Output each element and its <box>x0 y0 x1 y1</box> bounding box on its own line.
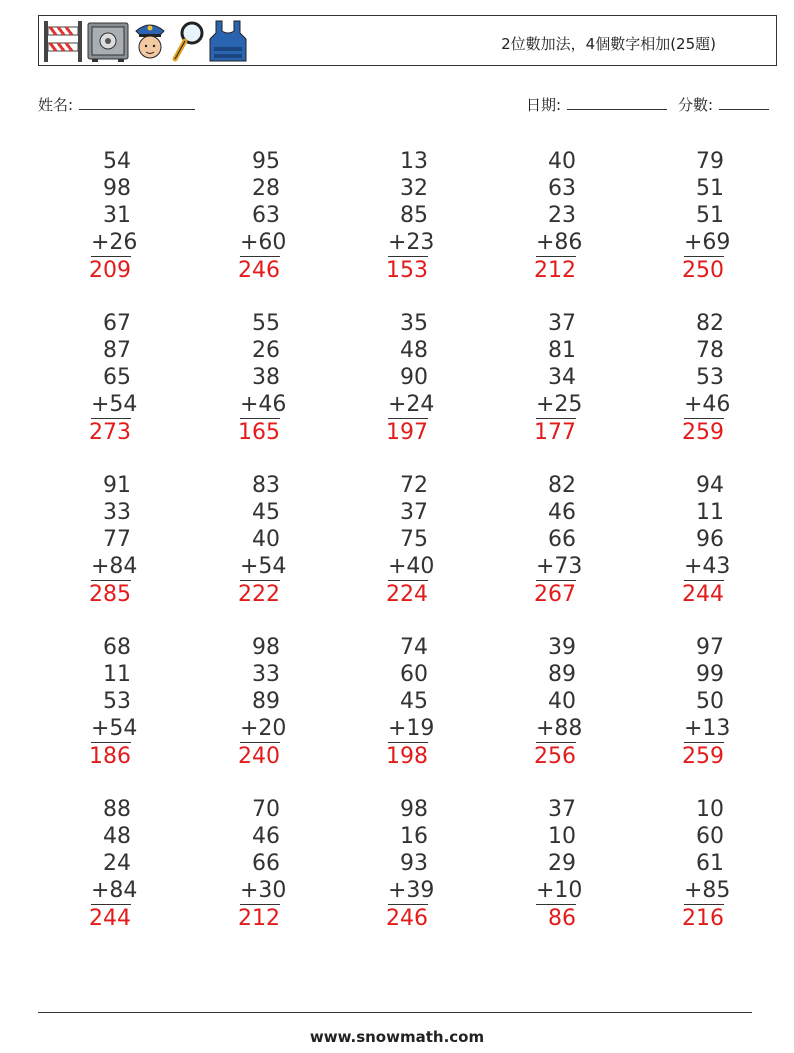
addend: 10 <box>696 797 724 822</box>
addend: 98 <box>103 176 131 201</box>
addend: 99 <box>696 662 724 687</box>
addend: 78 <box>696 338 724 363</box>
problem-card <box>604 634 731 770</box>
problem-card <box>308 472 435 608</box>
date-field[interactable] <box>526 94 667 115</box>
worksheet-title: 2位數加法，4個數字相加(25題) <box>501 35 716 53</box>
addend: 16 <box>400 824 428 849</box>
addend-with-plus: +54 <box>91 392 138 417</box>
answer: 256 <box>534 744 576 769</box>
score-blank[interactable] <box>719 97 769 110</box>
addend: 50 <box>696 689 724 714</box>
problem-card <box>456 148 583 284</box>
answer: 165 <box>238 420 280 445</box>
addend: 77 <box>103 527 131 552</box>
problem-card <box>456 796 583 932</box>
addend: 32 <box>400 176 428 201</box>
footer-site: www.snowmath.com <box>309 1028 485 1046</box>
addend: 13 <box>400 149 428 174</box>
addend: 70 <box>252 797 280 822</box>
addend-with-plus: +86 <box>536 230 583 255</box>
addend-with-plus: +26 <box>91 230 138 255</box>
problem-card <box>11 634 138 770</box>
header-box <box>38 15 777 66</box>
problem-card <box>11 472 138 608</box>
addend: 90 <box>400 365 428 390</box>
name-label: 姓名: <box>38 96 74 114</box>
addend: 34 <box>548 365 576 390</box>
addend: 82 <box>696 311 724 336</box>
addend-with-plus: +54 <box>91 716 138 741</box>
answer: 285 <box>89 582 131 607</box>
answer: 246 <box>238 258 280 283</box>
addend: 46 <box>252 824 280 849</box>
addend: 63 <box>252 203 280 228</box>
addend: 88 <box>103 797 131 822</box>
addend: 51 <box>696 176 724 201</box>
addend-with-plus: +25 <box>536 392 583 417</box>
addend-with-plus: +30 <box>240 878 287 903</box>
answer: 224 <box>386 582 428 607</box>
footer-divider <box>38 1012 752 1013</box>
addend: 60 <box>696 824 724 849</box>
problem-card <box>604 148 731 284</box>
barrier-icon <box>42 19 84 64</box>
addend: 53 <box>103 689 131 714</box>
problem-card <box>11 796 138 932</box>
addend: 83 <box>252 473 280 498</box>
addend: 68 <box>103 635 131 660</box>
date-label: 日期: <box>526 96 562 114</box>
problem-card <box>456 472 583 608</box>
answer: 244 <box>682 582 724 607</box>
addend: 33 <box>252 662 280 687</box>
addend: 37 <box>400 500 428 525</box>
problem-card <box>160 310 287 446</box>
addend: 98 <box>400 797 428 822</box>
addend: 54 <box>103 149 131 174</box>
answer: 250 <box>682 258 724 283</box>
addend: 46 <box>548 500 576 525</box>
addend-with-plus: +60 <box>240 230 287 255</box>
addend-with-plus: +73 <box>536 554 583 579</box>
answer: 186 <box>89 744 131 769</box>
magnifier-icon <box>170 19 206 64</box>
police-officer-icon <box>132 19 168 64</box>
addend-with-plus: +13 <box>684 716 731 741</box>
addend-with-plus: +43 <box>684 554 731 579</box>
addend-with-plus: +23 <box>388 230 435 255</box>
problem-card <box>160 796 287 932</box>
addend: 29 <box>548 851 576 876</box>
problem-card <box>308 310 435 446</box>
addend: 33 <box>103 500 131 525</box>
header-icons <box>42 19 248 64</box>
addend-with-plus: +19 <box>388 716 435 741</box>
answer: 209 <box>89 258 131 283</box>
answer: 197 <box>386 420 428 445</box>
answer: 86 <box>548 906 576 931</box>
addend: 24 <box>103 851 131 876</box>
addend: 79 <box>696 149 724 174</box>
addend: 39 <box>548 635 576 660</box>
addend-with-plus: +84 <box>91 554 138 579</box>
problem-card <box>11 148 138 284</box>
addend: 66 <box>252 851 280 876</box>
problem-card <box>456 634 583 770</box>
addend: 48 <box>400 338 428 363</box>
answer: 244 <box>89 906 131 931</box>
problem-card <box>308 796 435 932</box>
addend: 28 <box>252 176 280 201</box>
name-field[interactable] <box>38 94 195 115</box>
addend-with-plus: +46 <box>240 392 287 417</box>
problem-card <box>308 634 435 770</box>
addend: 60 <box>400 662 428 687</box>
addend: 37 <box>548 311 576 336</box>
answer: 177 <box>534 420 576 445</box>
addend: 95 <box>252 149 280 174</box>
addend: 11 <box>103 662 131 687</box>
addend-with-plus: +88 <box>536 716 583 741</box>
answer: 153 <box>386 258 428 283</box>
addend: 48 <box>103 824 131 849</box>
bulletproof-vest-icon <box>208 19 248 64</box>
addend: 55 <box>252 311 280 336</box>
safe-icon <box>86 19 130 64</box>
answer: 240 <box>238 744 280 769</box>
addend: 53 <box>696 365 724 390</box>
addend-with-plus: +10 <box>536 878 583 903</box>
score-label: 分數: <box>678 96 714 114</box>
addend: 75 <box>400 527 428 552</box>
problem-card <box>456 310 583 446</box>
problem-card <box>11 310 138 446</box>
addend: 40 <box>548 149 576 174</box>
addend-with-plus: +46 <box>684 392 731 417</box>
name-blank[interactable] <box>79 97 195 110</box>
addend: 11 <box>696 500 724 525</box>
addend: 67 <box>103 311 131 336</box>
addend-with-plus: +84 <box>91 878 138 903</box>
addend: 63 <box>548 176 576 201</box>
addend: 37 <box>548 797 576 822</box>
addend: 74 <box>400 635 428 660</box>
addend: 65 <box>103 365 131 390</box>
problem-card <box>160 472 287 608</box>
answer: 198 <box>386 744 428 769</box>
addend: 40 <box>548 689 576 714</box>
addend: 45 <box>400 689 428 714</box>
addend: 89 <box>252 689 280 714</box>
addend: 61 <box>696 851 724 876</box>
addend: 98 <box>252 635 280 660</box>
addend: 10 <box>548 824 576 849</box>
addend: 66 <box>548 527 576 552</box>
addend-with-plus: +20 <box>240 716 287 741</box>
answer: 216 <box>682 906 724 931</box>
addend: 96 <box>696 527 724 552</box>
addend: 89 <box>548 662 576 687</box>
problem-card <box>604 310 731 446</box>
date-blank[interactable] <box>567 97 667 110</box>
answer: 259 <box>682 744 724 769</box>
addend: 45 <box>252 500 280 525</box>
addend-with-plus: +69 <box>684 230 731 255</box>
addend: 35 <box>400 311 428 336</box>
addend: 40 <box>252 527 280 552</box>
addend: 38 <box>252 365 280 390</box>
addend: 87 <box>103 338 131 363</box>
addend: 23 <box>548 203 576 228</box>
addend: 97 <box>696 635 724 660</box>
answer: 246 <box>386 906 428 931</box>
problem-card <box>604 796 731 932</box>
problem-card <box>604 472 731 608</box>
answer: 212 <box>534 258 576 283</box>
addend: 72 <box>400 473 428 498</box>
problem-card <box>308 148 435 284</box>
addend-with-plus: +24 <box>388 392 435 417</box>
addend: 81 <box>548 338 576 363</box>
addend: 82 <box>548 473 576 498</box>
score-field[interactable] <box>678 94 769 115</box>
answer: 273 <box>89 420 131 445</box>
answer: 222 <box>238 582 280 607</box>
answer: 259 <box>682 420 724 445</box>
problem-card <box>160 634 287 770</box>
addend: 31 <box>103 203 131 228</box>
answer: 267 <box>534 582 576 607</box>
answer: 212 <box>238 906 280 931</box>
addend-with-plus: +39 <box>388 878 435 903</box>
problem-card <box>160 148 287 284</box>
addend-with-plus: +85 <box>684 878 731 903</box>
addend: 51 <box>696 203 724 228</box>
addend: 94 <box>696 473 724 498</box>
addend: 26 <box>252 338 280 363</box>
addend-with-plus: +54 <box>240 554 287 579</box>
addend: 93 <box>400 851 428 876</box>
addend: 85 <box>400 203 428 228</box>
addend: 91 <box>103 473 131 498</box>
addend-with-plus: +40 <box>388 554 435 579</box>
